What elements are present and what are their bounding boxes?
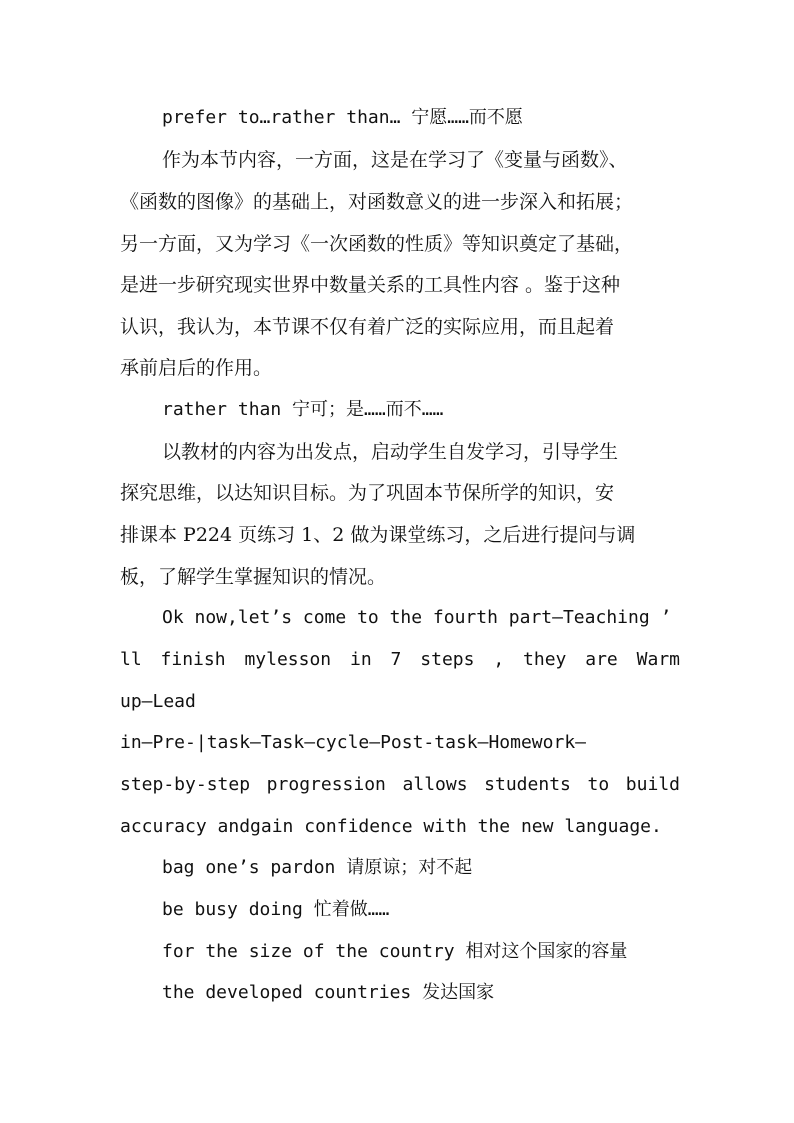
paragraph-line: ll finish mylesson in 7 steps , they are Warm (120, 649, 680, 670)
paragraph-line: 板，了解学生掌握知识的情况。 (120, 566, 387, 588)
paragraph-line: 作为本节内容，一方面，这是在学习了《变量与函数》、 (162, 149, 628, 171)
paragraph-line: 另一方面，又为学习《一次函数的性质》等知识奠定了基础， (120, 233, 634, 255)
paragraph-line: in—Pre-|task—Task—cycle—Post-task—Homework— (120, 732, 586, 753)
paragraph-line: 承前启后的作用。 (120, 357, 273, 379)
paragraph-line: accuracy andgain confidence with the new language. (120, 816, 662, 837)
phrase-developed-countries: the developed countries 发达国家 (162, 982, 495, 1003)
paragraph-line: 认识，我认为，本节课不仅有着广泛的实际应用，而且起着 (120, 316, 615, 338)
paragraph-line: step-by-step progression allows students to build (120, 774, 680, 795)
paragraph-line: Ok now,let’s come to the fourth part—Teaching ’ (162, 607, 672, 628)
paragraph-line: 探究思维，以达知识目标。为了巩固本节保所学的知识，安 (120, 482, 615, 504)
paragraph-line: up—Lead (120, 691, 196, 712)
phrase-size-of-country: for the size of the country 相对这个国家的容量 (162, 941, 628, 962)
phrase-beg-pardon: bag one’s pardon 请原谅；对不起 (162, 857, 473, 878)
paragraph-line: 排课本 P224 页练习 1、2 做为课堂练习，之后进行提问与调 (120, 524, 636, 546)
paragraph-line: 《函数的图像》的基础上，对函数意义的进一步深入和拓展； (120, 191, 634, 213)
paragraph-line: 以教材的内容为出发点，启动学生自发学习，引导学生 (162, 441, 619, 463)
paragraph-line: 是进一步研究现实世界中数量关系的工具性内容 。鉴于这种 (120, 274, 621, 296)
phrase-rather-than: rather than 宁可；是……而不…… (162, 399, 444, 420)
phrase-prefer-rather-than: prefer to…rather than… 宁愿……而不愿 (162, 107, 523, 128)
phrase-be-busy-doing: be busy doing 忙着做…… (162, 899, 390, 920)
